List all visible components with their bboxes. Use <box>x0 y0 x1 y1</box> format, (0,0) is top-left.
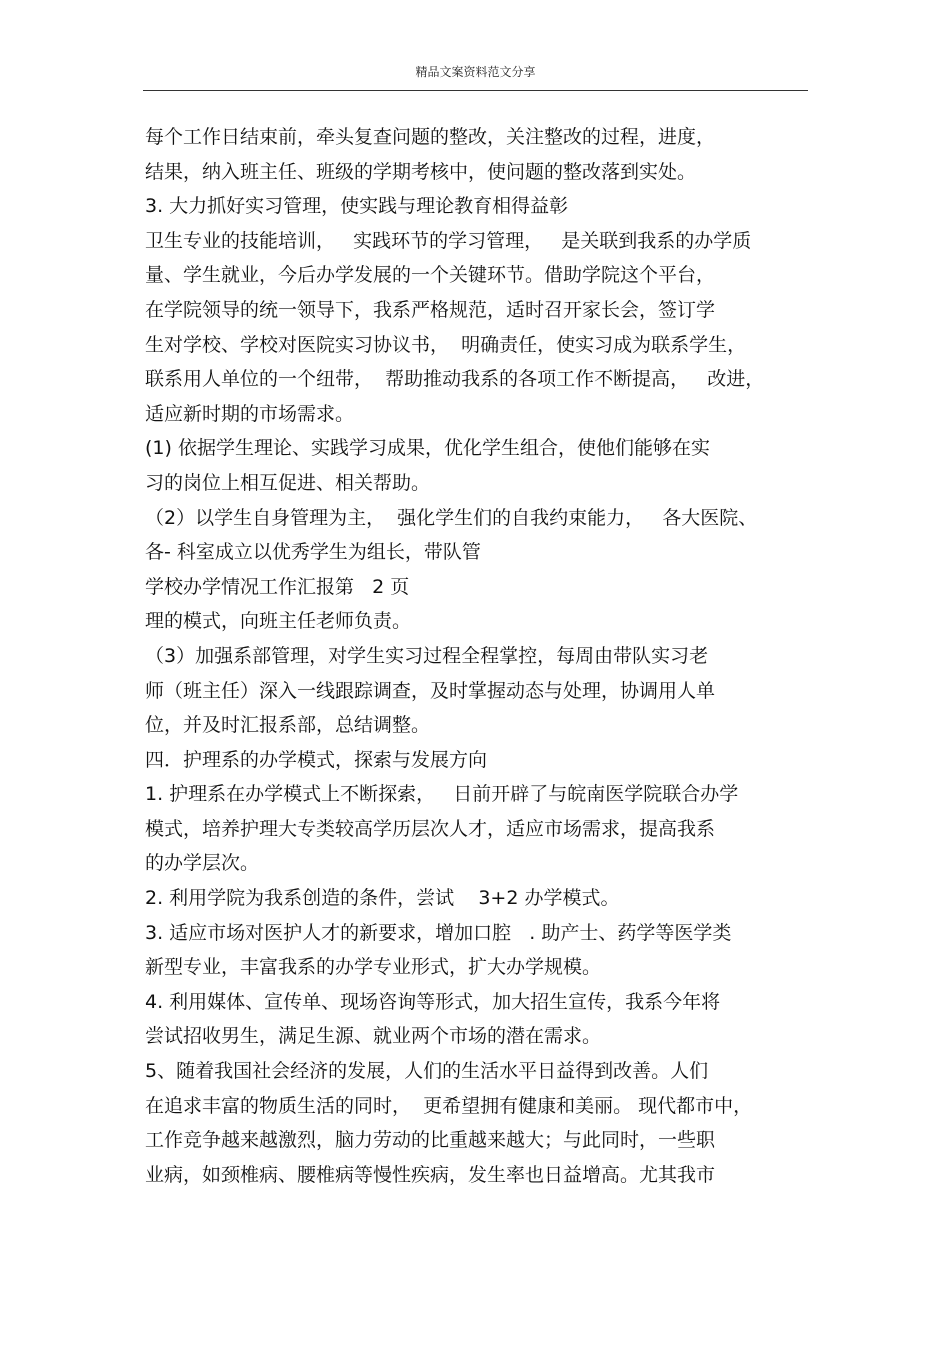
page-header <box>143 64 808 92</box>
text-line: 生对学校、学校对医院实习协议书， 明确责任，使实习成为联系学生， <box>145 333 747 356</box>
text-line: 工作竞争越来越激烈，脑力劳动的比重越来越大；与此同时，一些职 <box>145 1129 716 1152</box>
text-line: 联系用人单位的一个纽带， 帮助推动我系的各项工作不断提高， 改进， <box>145 368 765 391</box>
text-line: 在追求丰富的物质生活的同时， 更希望拥有健康和美丽。 现代都市中， <box>145 1094 753 1117</box>
text-line: 习的岗位上相互促进、相关帮助。 <box>145 471 431 494</box>
text-line: 新型专业，丰富我系的办学专业形式，扩大办学规模。 <box>145 956 602 979</box>
text-line: 业病，如颈椎病、腰椎病等慢性疾病，发生率也日益增高。尤其我市 <box>145 1163 716 1186</box>
header-divider <box>143 90 808 91</box>
list-item: 4. 利用媒体、宣传单、现场咨询等形式，加大招生宣传，我系今年将 <box>145 990 721 1013</box>
list-item: 3. 适应市场对医护人才的新要求，增加口腔 . 助产士、药学等医学类 <box>145 921 732 944</box>
document-body <box>145 120 835 1192</box>
list-item: (1) 依据学生理论、实践学习成果，优化学生组合，使他们能够在实 <box>145 437 710 460</box>
text-line: 理的模式，向班主任老师负责。 <box>145 610 412 633</box>
text-line: 尝试招收男生，满足生源、就业两个市场的潜在需求。 <box>145 1025 602 1048</box>
page-marker: 学校办学情况工作汇报第 2 页 <box>145 575 410 598</box>
text-line: 模式，培养护理大专类较高学历层次人才，适应市场需求，提高我系 <box>145 817 716 840</box>
text-line: 在学院领导的统一领导下，我系严格规范，适时召开家长会，签订学 <box>145 298 716 321</box>
text-line: 位，并及时汇报系部，总结调整。 <box>145 714 431 737</box>
text-line: 卫生专业的技能培训， 实践环节的学习管理， 是关联到我系的办学质 <box>145 229 752 252</box>
text-line: 结果，纳入班主任、班级的学期考核中，使问题的整改落到实处。 <box>145 160 697 183</box>
text-line: 每个工作日结束前，牵头复查问题的整改，关注整改的过程，进度， <box>145 126 716 148</box>
list-item: 2. 利用学院为我系创造的条件，尝试 3+2 办学模式。 <box>145 887 620 910</box>
section-heading: 四．护理系的办学模式，探索与发展方向 <box>145 748 488 771</box>
text-line: 适应新时期的市场需求。 <box>145 402 355 425</box>
list-item: 5、随着我国社会经济的发展，人们的生活水平日益得到改善。人们 <box>145 1060 709 1083</box>
list-item: （2）以学生自身管理为主， 强化学生们的自我约束能力， 各大医院、 <box>145 506 758 529</box>
list-item: 1. 护理系在办学模式上不断探索， 日前开辟了与皖南医学院联合办学 <box>145 783 739 806</box>
text-line: 各- 科室成立以优秀学生为组长，带队管 <box>145 541 481 564</box>
list-item: （3）加强系部管理，对学生实习过程全程掌控，每周由带队实习老 <box>145 644 709 667</box>
text-line: 量、学生就业，今后办学发展的一个关键环节。借助学院这个平台， <box>145 264 716 287</box>
section-heading: 3. 大力抓好实习管理，使实践与理论教育相得益彰 <box>145 195 569 218</box>
header-title: 精品文案资料范文分享 <box>415 65 536 79</box>
text-line: 的办学层次。 <box>145 852 260 875</box>
text-line: 师（班主任）深入一线跟踪调查，及时掌握动态与处理，协调用人单 <box>145 679 716 702</box>
